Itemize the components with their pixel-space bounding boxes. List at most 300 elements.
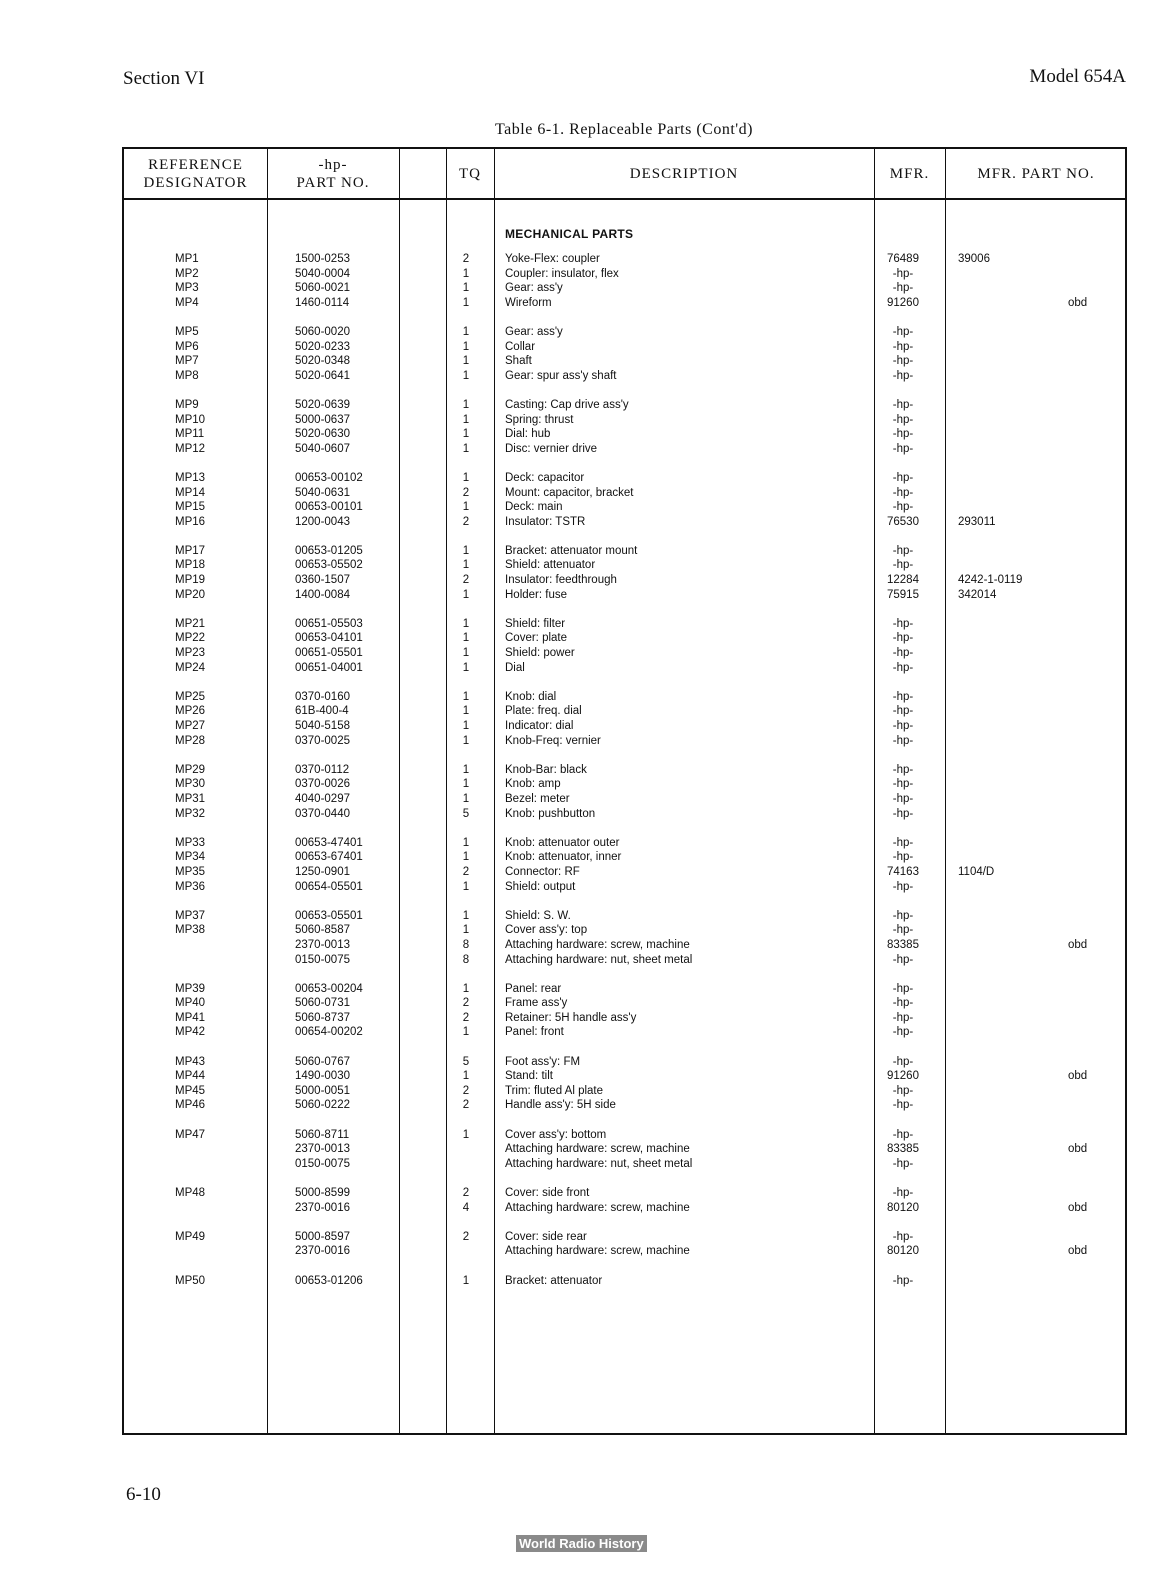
cell-total-quantity: 2	[462, 865, 470, 878]
cell-total-quantity: 2	[462, 1011, 470, 1024]
cell-ref-designator: MP39	[175, 982, 206, 995]
row-group	[124, 763, 1125, 821]
cell-total-quantity: 8	[462, 953, 470, 966]
cell-ref-designator: MP12	[175, 442, 206, 455]
table-row	[124, 807, 1125, 822]
cell-total-quantity: 1	[462, 544, 470, 557]
cell-ref-designator: MP4	[175, 296, 199, 309]
cell-description: Knob: attenuator outer	[505, 836, 620, 849]
cell-manufacturer-code: 76530	[887, 515, 919, 528]
cell-description: Trim: fluted Al plate	[505, 1084, 604, 1097]
cell-ref-designator: MP8	[175, 369, 199, 382]
parts-rows	[124, 252, 1125, 1303]
cell-manufacturer-code: -hp-	[892, 1274, 914, 1287]
cell-total-quantity: 1	[462, 588, 470, 601]
row-group	[124, 1230, 1125, 1259]
cell-ref-designator: MP14	[175, 486, 206, 499]
cell-total-quantity: 2	[462, 1099, 470, 1112]
cell-ref-designator: MP1	[175, 253, 199, 265]
cell-ref-designator: MP9	[175, 398, 199, 411]
cell-manufacturer-code: 83385	[887, 1143, 919, 1156]
cell-ref-designator: MP43	[175, 1055, 206, 1068]
cell-manufacturer-code: -hp-	[892, 486, 914, 499]
table-row	[124, 267, 1125, 282]
cell-total-quantity: 1	[462, 355, 470, 368]
table-row	[124, 500, 1125, 515]
table-row	[124, 1157, 1125, 1172]
cell-hp-part-number: 2370-0016	[295, 1201, 350, 1214]
cell-description: Shield: output	[505, 880, 576, 893]
cell-total-quantity: 1	[462, 982, 470, 995]
table-row	[124, 704, 1125, 719]
cell-total-quantity: 1	[462, 734, 470, 747]
cell-total-quantity: 1	[462, 340, 470, 353]
cell-mfr-part-number: obd	[1068, 1143, 1088, 1156]
cell-total-quantity: 1	[462, 617, 470, 630]
table-row	[124, 588, 1125, 603]
cell-description: Knob: attenuator, inner	[505, 851, 622, 864]
cell-description: Frame ass'y	[505, 997, 568, 1010]
cell-manufacturer-code: -hp-	[892, 792, 914, 805]
cell-hp-part-number: 00653-04101	[295, 632, 363, 645]
table-row	[124, 938, 1125, 953]
table-row	[124, 252, 1125, 267]
table-row	[124, 1201, 1125, 1216]
cell-description: Dial	[505, 661, 525, 674]
col-header-line: PART NO.	[296, 174, 370, 191]
cell-description: Wireform	[505, 296, 552, 309]
cell-manufacturer-code: 80120	[887, 1201, 919, 1214]
table-row	[124, 1274, 1125, 1289]
cell-mfr-part-number: obd	[1068, 938, 1088, 951]
cell-description: Knob-Bar: black	[505, 763, 587, 776]
cell-ref-designator: MP32	[175, 807, 206, 820]
table-row	[124, 865, 1125, 880]
cell-hp-part-number: 5000-8597	[295, 1230, 350, 1243]
cell-description: Gear: spur ass'y shaft	[505, 369, 617, 382]
col-header-mfr: MFR.	[889, 165, 930, 182]
cell-description: Deck: main	[505, 501, 563, 514]
row-group	[124, 1128, 1125, 1172]
cell-description: Panel: front	[505, 1026, 564, 1039]
table-row	[124, 646, 1125, 661]
cell-hp-part-number: 5060-0021	[295, 282, 350, 295]
cell-manufacturer-code: -hp-	[892, 1187, 914, 1199]
cell-total-quantity: 1	[462, 880, 470, 893]
cell-total-quantity: 1	[462, 720, 470, 732]
table-body	[124, 200, 1125, 1433]
cell-ref-designator: MP15	[175, 501, 206, 514]
table-row	[124, 996, 1125, 1011]
cell-manufacturer-code: -hp-	[892, 632, 914, 645]
cell-description: Bracket: attenuator mount	[505, 544, 638, 557]
row-group	[124, 909, 1125, 967]
row-group	[124, 617, 1125, 675]
cell-manufacturer-code: -hp-	[892, 1157, 914, 1170]
cell-total-quantity: 1	[462, 413, 470, 426]
cell-description: Mount: capacitor, bracket	[505, 486, 634, 499]
cell-description: Insulator: feedthrough	[505, 574, 617, 587]
cell-ref-designator: MP23	[175, 647, 206, 660]
cell-ref-designator: MP44	[175, 1070, 206, 1083]
cell-ref-designator: MP10	[175, 413, 206, 426]
cell-ref-designator: MP38	[175, 924, 206, 937]
cell-ref-designator: MP42	[175, 1026, 206, 1039]
cell-hp-part-number: 5020-0348	[295, 355, 350, 368]
cell-hp-part-number: 00653-47401	[295, 836, 363, 849]
cell-hp-part-number: 5060-0222	[295, 1099, 350, 1112]
cell-ref-designator: MP40	[175, 997, 206, 1010]
cell-manufacturer-code: 12284	[887, 574, 919, 587]
cell-hp-part-number: 1250-0901	[295, 865, 350, 878]
col-header-line: -hp-	[318, 156, 348, 173]
cell-hp-part-number: 00653-05502	[295, 559, 363, 572]
cell-total-quantity: 2	[462, 486, 470, 499]
cell-hp-part-number: 1500-0253	[295, 253, 350, 265]
cell-ref-designator: MP26	[175, 705, 206, 718]
cell-total-quantity: 1	[462, 836, 470, 849]
cell-total-quantity: 1	[462, 369, 470, 382]
cell-total-quantity: 1	[462, 267, 470, 280]
cell-ref-designator: MP29	[175, 763, 206, 776]
cell-ref-designator: MP3	[175, 282, 199, 295]
cell-total-quantity: 2	[462, 515, 470, 528]
table-row	[124, 1230, 1125, 1245]
row-group	[124, 1186, 1125, 1215]
cell-manufacturer-code: -hp-	[892, 442, 914, 455]
cell-hp-part-number: 5020-0639	[295, 398, 350, 411]
cell-description: Insulator: TSTR	[505, 515, 586, 528]
cell-hp-part-number: 5060-0020	[295, 325, 350, 338]
cell-ref-designator: MP6	[175, 340, 199, 353]
cell-total-quantity: 1	[462, 296, 470, 309]
table-row	[124, 617, 1125, 632]
cell-ref-designator: MP48	[175, 1187, 206, 1199]
cell-description: Casting: Cap drive ass'y	[505, 398, 629, 411]
cell-hp-part-number: 1400-0084	[295, 588, 350, 601]
cell-description: Bezel: meter	[505, 792, 570, 805]
cell-description: Holder: fuse	[505, 588, 568, 601]
cell-ref-designator: MP24	[175, 661, 206, 674]
parts-table	[122, 147, 1127, 1435]
cell-hp-part-number: 5000-0637	[295, 413, 350, 426]
cell-manufacturer-code: -hp-	[892, 413, 914, 426]
cell-hp-part-number: 0370-0112	[295, 763, 350, 776]
cell-ref-designator: MP37	[175, 909, 206, 922]
cell-hp-part-number: 00653-00101	[295, 501, 363, 514]
cell-description: Connector: RF	[505, 865, 580, 878]
cell-manufacturer-code: -hp-	[892, 1230, 914, 1243]
col-header-reference-designator	[124, 149, 267, 198]
cell-total-quantity: 1	[462, 325, 470, 338]
table-row	[124, 515, 1125, 530]
cell-ref-designator: MP5	[175, 325, 199, 338]
cell-total-quantity: 1	[462, 909, 470, 922]
section-heading: MECHANICAL PARTS	[505, 227, 634, 241]
table-row	[124, 442, 1125, 457]
row-group	[124, 836, 1125, 894]
cell-description: Knob: amp	[505, 778, 561, 791]
cell-total-quantity: 1	[462, 778, 470, 791]
cell-description: Foot ass'y: FM	[505, 1055, 581, 1068]
cell-manufacturer-code: 80120	[887, 1245, 919, 1258]
cell-hp-part-number: 5000-8599	[295, 1187, 350, 1199]
cell-mfr-part-number: obd	[1068, 1070, 1088, 1083]
cell-total-quantity: 1	[462, 647, 470, 660]
cell-ref-designator: MP13	[175, 471, 206, 484]
cell-total-quantity: 2	[462, 997, 470, 1010]
cell-mfr-part-number: obd	[1068, 1245, 1088, 1258]
cell-hp-part-number: 5060-0767	[295, 1055, 350, 1068]
cell-manufacturer-code: 91260	[887, 296, 919, 309]
cell-manufacturer-code: -hp-	[892, 267, 914, 280]
cell-description: Yoke-Flex: coupler	[505, 253, 600, 265]
cell-ref-designator: MP41	[175, 1011, 206, 1024]
cell-ref-designator: MP20	[175, 588, 206, 601]
cell-total-quantity: 1	[462, 501, 470, 514]
col-header-line: REFERENCE	[148, 156, 243, 173]
cell-description: Indicator: dial	[505, 720, 574, 732]
cell-hp-part-number: 2370-0013	[295, 1143, 350, 1156]
cell-manufacturer-code: -hp-	[892, 471, 914, 484]
cell-description: Handle ass'y: 5H side	[505, 1099, 616, 1112]
table-row	[124, 340, 1125, 355]
cell-hp-part-number: 00653-00204	[295, 982, 363, 995]
cell-description: Attaching hardware: nut, sheet metal	[505, 1157, 693, 1170]
cell-description: Cover: side front	[505, 1187, 590, 1199]
col-header-line: DESIGNATOR	[143, 174, 248, 191]
cell-hp-part-number: 00651-05503	[295, 617, 363, 630]
cell-ref-designator: MP36	[175, 880, 206, 893]
cell-description: Retainer: 5H handle ass'y	[505, 1011, 637, 1024]
cell-hp-part-number: 0150-0075	[295, 953, 350, 966]
cell-total-quantity: 1	[462, 282, 470, 295]
cell-hp-part-number: 0370-0025	[295, 734, 350, 747]
table-row	[124, 777, 1125, 792]
cell-ref-designator: MP25	[175, 690, 206, 703]
row-group	[124, 982, 1125, 1040]
table-row	[124, 325, 1125, 340]
section-label: Section VI	[123, 68, 205, 89]
cell-ref-designator: MP11	[175, 428, 205, 441]
cell-manufacturer-code: -hp-	[892, 369, 914, 382]
cell-manufacturer-code: -hp-	[892, 734, 914, 747]
cell-hp-part-number: 5060-8587	[295, 924, 350, 937]
cell-description: Knob: dial	[505, 690, 557, 703]
cell-total-quantity: 1	[462, 661, 470, 674]
cell-manufacturer-code: -hp-	[892, 982, 914, 995]
cell-description: Panel: rear	[505, 982, 562, 995]
cell-hp-part-number: 5020-0630	[295, 428, 350, 441]
row-group	[124, 252, 1125, 310]
cell-total-quantity: 1	[462, 632, 470, 645]
cell-hp-part-number: 2370-0013	[295, 938, 350, 951]
cell-total-quantity: 2	[462, 253, 470, 265]
cell-manufacturer-code: -hp-	[892, 807, 914, 820]
cell-ref-designator: MP7	[175, 355, 199, 368]
table-row	[124, 486, 1125, 501]
cell-total-quantity: 1	[462, 792, 470, 805]
cell-description: Gear: ass'y	[505, 325, 563, 338]
cell-total-quantity: 1	[462, 398, 470, 411]
table-row	[124, 1142, 1125, 1157]
row-group	[124, 471, 1125, 529]
cell-manufacturer-code: -hp-	[892, 325, 914, 338]
table-title: Table 6-1. Replaceable Parts (Cont'd)	[495, 121, 753, 138]
cell-hp-part-number: 00654-05501	[295, 880, 363, 893]
cell-hp-part-number: 4040-0297	[295, 792, 350, 805]
cell-total-quantity: 2	[462, 1084, 470, 1097]
cell-ref-designator: MP28	[175, 734, 206, 747]
row-group	[124, 1055, 1125, 1113]
cell-hp-part-number: 00653-01205	[295, 544, 363, 557]
cell-hp-part-number: 5060-0731	[295, 997, 350, 1010]
cell-hp-part-number: 0370-0026	[295, 778, 350, 791]
table-row	[124, 1069, 1125, 1084]
cell-hp-part-number: 00651-05501	[295, 647, 363, 660]
table-row	[124, 1128, 1125, 1143]
cell-mfr-part-number: 4242-1-0119	[958, 574, 1023, 587]
cell-ref-designator: MP19	[175, 574, 206, 587]
cell-description: Spring: thrust	[505, 413, 574, 426]
cell-total-quantity: 1	[462, 1274, 470, 1287]
cell-manufacturer-code: -hp-	[892, 282, 914, 295]
cell-description: Plate: freq. dial	[505, 705, 582, 718]
cell-hp-part-number: 0150-0075	[295, 1157, 350, 1170]
cell-description: Shield: power	[505, 647, 575, 660]
cell-manufacturer-code: 83385	[887, 938, 919, 951]
row-group	[124, 398, 1125, 456]
table-row	[124, 296, 1125, 311]
page-number: 6-10	[126, 1484, 161, 1505]
table-row	[124, 836, 1125, 851]
table-row	[124, 398, 1125, 413]
row-group	[124, 325, 1125, 383]
cell-manufacturer-code: -hp-	[892, 647, 914, 660]
table-row	[124, 953, 1125, 968]
cell-hp-part-number: 5040-0631	[295, 486, 350, 499]
source-watermark: World Radio History	[516, 1535, 647, 1552]
cell-description: Knob: pushbutton	[505, 807, 596, 820]
cell-hp-part-number: 00654-00202	[295, 1026, 363, 1039]
table-row	[124, 1025, 1125, 1040]
table-row	[124, 719, 1125, 734]
cell-mfr-part-number: 293011	[958, 515, 996, 528]
cell-total-quantity: 1	[462, 1026, 470, 1039]
cell-manufacturer-code: -hp-	[892, 1099, 914, 1112]
cell-description: Knob-Freq: vernier	[505, 734, 601, 747]
cell-total-quantity: 1	[462, 1128, 470, 1141]
model-label: Model 654A	[1029, 66, 1126, 87]
cell-total-quantity: 8	[462, 938, 470, 951]
cell-total-quantity: 1	[462, 705, 470, 718]
cell-manufacturer-code: -hp-	[892, 836, 914, 849]
table-row	[124, 1244, 1125, 1259]
cell-total-quantity: 1	[462, 559, 470, 572]
table-row	[124, 1084, 1125, 1099]
cell-manufacturer-code: -hp-	[892, 544, 914, 557]
col-header-hp-part-no	[267, 149, 399, 198]
cell-hp-part-number: 5040-5158	[295, 720, 350, 732]
cell-total-quantity: 1	[462, 851, 470, 864]
cell-manufacturer-code: -hp-	[892, 340, 914, 353]
cell-hp-part-number: 5060-8737	[295, 1011, 350, 1024]
table-row	[124, 880, 1125, 895]
cell-ref-designator: MP35	[175, 865, 206, 878]
cell-ref-designator: MP45	[175, 1084, 206, 1097]
cell-ref-designator: MP34	[175, 851, 206, 864]
table-row	[124, 413, 1125, 428]
table-row	[124, 661, 1125, 676]
cell-hp-part-number: 1200-0043	[295, 515, 350, 528]
table-row	[124, 850, 1125, 865]
cell-total-quantity: 4	[462, 1201, 470, 1214]
cell-hp-part-number: 0370-0440	[295, 807, 350, 820]
cell-description: Attaching hardware: screw, machine	[505, 1143, 690, 1156]
cell-ref-designator: MP30	[175, 778, 206, 791]
table-row	[124, 631, 1125, 646]
cell-hp-part-number: 5060-8711	[295, 1128, 350, 1141]
cell-hp-part-number: 61B-400-4	[295, 705, 349, 718]
table-row	[124, 909, 1125, 924]
table-row	[124, 690, 1125, 705]
cell-manufacturer-code: -hp-	[892, 880, 914, 893]
cell-manufacturer-code: -hp-	[892, 720, 914, 732]
table-row	[124, 471, 1125, 486]
cell-ref-designator: MP17	[175, 544, 206, 557]
cell-total-quantity: 1	[462, 690, 470, 703]
cell-description: Collar	[505, 340, 536, 353]
col-header-tq: TQ	[459, 165, 481, 182]
cell-ref-designator: MP46	[175, 1099, 206, 1112]
table-row	[124, 734, 1125, 749]
cell-description: Attaching hardware: nut, sheet metal	[505, 953, 693, 966]
table-row	[124, 427, 1125, 442]
cell-manufacturer-code: -hp-	[892, 778, 914, 791]
cell-manufacturer-code: -hp-	[892, 617, 914, 630]
cell-mfr-part-number: obd	[1068, 1201, 1088, 1214]
cell-manufacturer-code: -hp-	[892, 355, 914, 368]
cell-ref-designator: MP18	[175, 559, 206, 572]
cell-description: Deck: capacitor	[505, 471, 585, 484]
cell-total-quantity: 1	[462, 442, 470, 455]
cell-total-quantity: 1	[462, 924, 470, 937]
cell-ref-designator: MP21	[175, 617, 206, 630]
cell-ref-designator: MP47	[175, 1128, 206, 1141]
row-group	[124, 690, 1125, 748]
cell-manufacturer-code: -hp-	[892, 1128, 914, 1141]
cell-manufacturer-code: -hp-	[892, 690, 914, 703]
col-header-description: DESCRIPTION	[629, 165, 739, 182]
cell-ref-designator: MP27	[175, 720, 206, 732]
cell-hp-part-number: 5040-0607	[295, 442, 350, 455]
cell-hp-part-number: 1490-0030	[295, 1070, 350, 1083]
cell-manufacturer-code: -hp-	[892, 428, 914, 441]
cell-manufacturer-code: 75915	[887, 588, 919, 601]
cell-total-quantity: 2	[462, 1187, 470, 1199]
cell-description: Attaching hardware: screw, machine	[505, 1245, 690, 1258]
cell-description: Shaft	[505, 355, 532, 368]
cell-manufacturer-code: 91260	[887, 1070, 919, 1083]
cell-mfr-part-number: 1104/D	[958, 865, 995, 878]
cell-description: Cover: plate	[505, 632, 568, 645]
cell-manufacturer-code: -hp-	[892, 1084, 914, 1097]
cell-manufacturer-code: -hp-	[892, 909, 914, 922]
cell-description: Shield: S. W.	[505, 909, 571, 922]
cell-mfr-part-number: 39006	[958, 253, 990, 265]
cell-total-quantity: 5	[462, 1055, 470, 1068]
cell-total-quantity: 1	[462, 1070, 470, 1083]
